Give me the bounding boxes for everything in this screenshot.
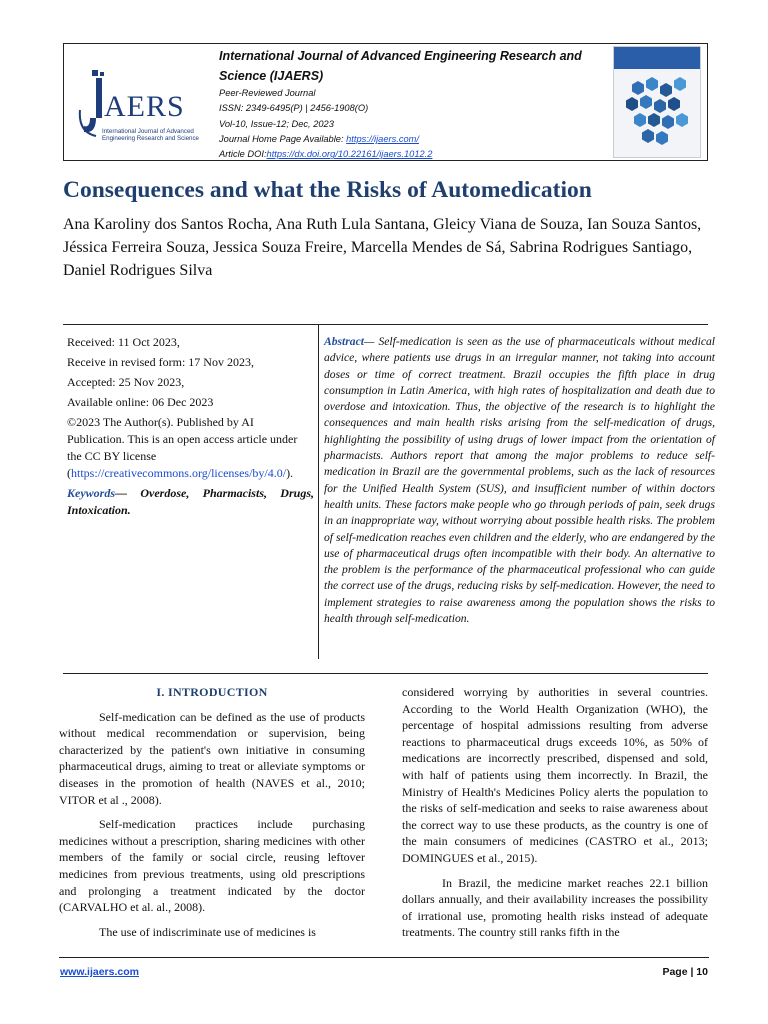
- journal-title: International Journal of Advanced Engineering Research and Science (IJAERS): [219, 49, 582, 83]
- paragraph: Self-medication can be defined as the use of products without medical recommendation or supervision, being characterized by the patient's own initiative in consuming pharmaceutical drugs, aiming to treat or alleviate symptoms or diseases in the promotion of health (NAVES et al., 2010; VITOR et al ., 2008).: [59, 709, 365, 807]
- divider: [63, 324, 708, 325]
- section-heading: I. INTRODUCTION: [156, 685, 268, 699]
- keywords-values: — Overdose, Pharmacists, Drugs, Intoxication.: [67, 486, 314, 517]
- license-end: ).: [286, 466, 294, 480]
- peer-reviewed-label: Peer-Reviewed Journal: [219, 88, 316, 98]
- logo-subtitle: International Journal of Advanced Engineering Research and Science: [102, 128, 199, 142]
- keywords-label: Keywords: [67, 486, 115, 500]
- abstract-text: — Self-medication is seen as the use of pharmaceuticals without medical advice, where patients use drugs in an irregular manner, not taking into account doses or time of correct treatment. Brazil occupies the fifth place in drug consumption in Latin America, with high rates of hospitalization and death due to overdose and intoxication. Thus, the objective of the research is to highlight the consequences and main health risks arising from the self-medication of drugs, highlighting the possibility of using drugs of lower impact from the orientation of pharmacists. Authors report that among the major problems to reduce self-medication in Brazil are the governmental problems, such as the lack of resources for the Unified Health System (SUS), and insufficient number of within doctors health units. These factors make people who go through periods of pain, seek drugs in an inappropriate way, without worrying about possible health risks. The problem of self-medication reaches even children and the elderly, who are endangered by the use of pharmaceutical drugs often incompatible with their body. An alternative to the problem is the performance of the pharmaceutical professional who can guide the correct use of the drugs, reducing risks by self-medication. However, the need to implement strategies to raise awareness among the population shows the risks to health through self-medication.: [324, 335, 715, 626]
- article-info: [67, 334, 314, 522]
- abstract: [324, 334, 715, 627]
- paragraph: Self-medication practices include purchasing medicines without a prescription, sharing medicines with other members of the family or social circle, reusing leftover medicines from previous treatments, using old prescriptions and prolonging a treatment indicated by the doctor (CARVALHO et al. al., 2008).: [59, 817, 365, 915]
- body-column-left: [59, 684, 365, 948]
- footer-site-link[interactable]: www.ijaers.com: [60, 966, 139, 978]
- license-statement: [67, 414, 314, 482]
- abstract-label: Abstract: [324, 335, 364, 348]
- journal-info: [219, 44, 614, 162]
- page-number: Page | 10: [662, 966, 708, 978]
- homepage-link[interactable]: https://ijaers.com/: [346, 133, 419, 144]
- doi-line: [219, 147, 614, 162]
- license-text: ©2023 The Author(s). Published by AI Publication. This is an open access article under the CC BY license (: [67, 415, 298, 480]
- paragraph: In Brazil, the medicine market reaches 22.1 billion dollars annually, and their availability increases the possibility of irrational use, promoting health risks instead of adequate treatments. The country still ranks fifth in the: [402, 875, 708, 940]
- keywords: [67, 485, 314, 519]
- article-title: Consequences and what the Risks of Automedication: [63, 177, 592, 203]
- revised-date: Receive in revised form: 17 Nov 2023,: [67, 355, 254, 369]
- license-link[interactable]: https://creativecommons.org/licenses/by/4.0/: [71, 466, 287, 480]
- divider: [318, 324, 319, 659]
- doi-label: Article DOI:: [219, 149, 267, 160]
- journal-logo: [64, 62, 214, 152]
- logo-wordmark: AERS: [104, 90, 185, 123]
- volume-line: Vol-10, Issue-12; Dec, 2023: [219, 118, 334, 129]
- homepage-line: [219, 132, 614, 147]
- paragraph: considered worrying by authorities in several countries. According to the World Health Organization (WHO), the percentage of hospital admissions resulting from adverse reactions to pharmaceutical drugs exceeds 10%, as 50% of medications are incorrectly prescribed, dispensed and sold, with half of patients using them incorrectly. In Brazil, the Ministry of Health's Medicines Policy alerts the population to the risks of self-medication and seeks to raise awareness about the correct way to use these products, as the country is one of the main consumers of medicines (CASTRO et al., 2013; DOMINGUES et al., 2015).: [402, 685, 708, 865]
- doi-link[interactable]: https://dx.doi.org/10.22161/ijaers.1012.2: [266, 149, 433, 160]
- journal-header: [63, 43, 708, 161]
- journal-cover-image: [613, 46, 701, 158]
- homepage-label: Journal Home Page Available:: [219, 133, 347, 144]
- divider: [63, 673, 708, 674]
- received-date: Received: 11 Oct 2023,: [67, 335, 180, 349]
- author-list: Ana Karoliny dos Santos Rocha, Ana Ruth Lula Santana, Gleicy Viana de Souza, Ian Souza Santos, Jéssica Ferreira Souza, Jessica Souza Freire, Marcella Mendes de Sá, Sabrina Rodrigues Santiago, Daniel Rodrigues Silva: [63, 216, 702, 279]
- issn-line: ISSN: 2349-6495(P) | 2456-1908(O): [219, 103, 369, 114]
- paragraph: The use of indiscriminate use of medicines is: [99, 924, 316, 939]
- footer-divider: [59, 957, 709, 958]
- body-column-right: [402, 684, 708, 949]
- accepted-date: Accepted: 25 Nov 2023,: [67, 375, 185, 389]
- online-date: Available online: 06 Dec 2023: [67, 395, 214, 409]
